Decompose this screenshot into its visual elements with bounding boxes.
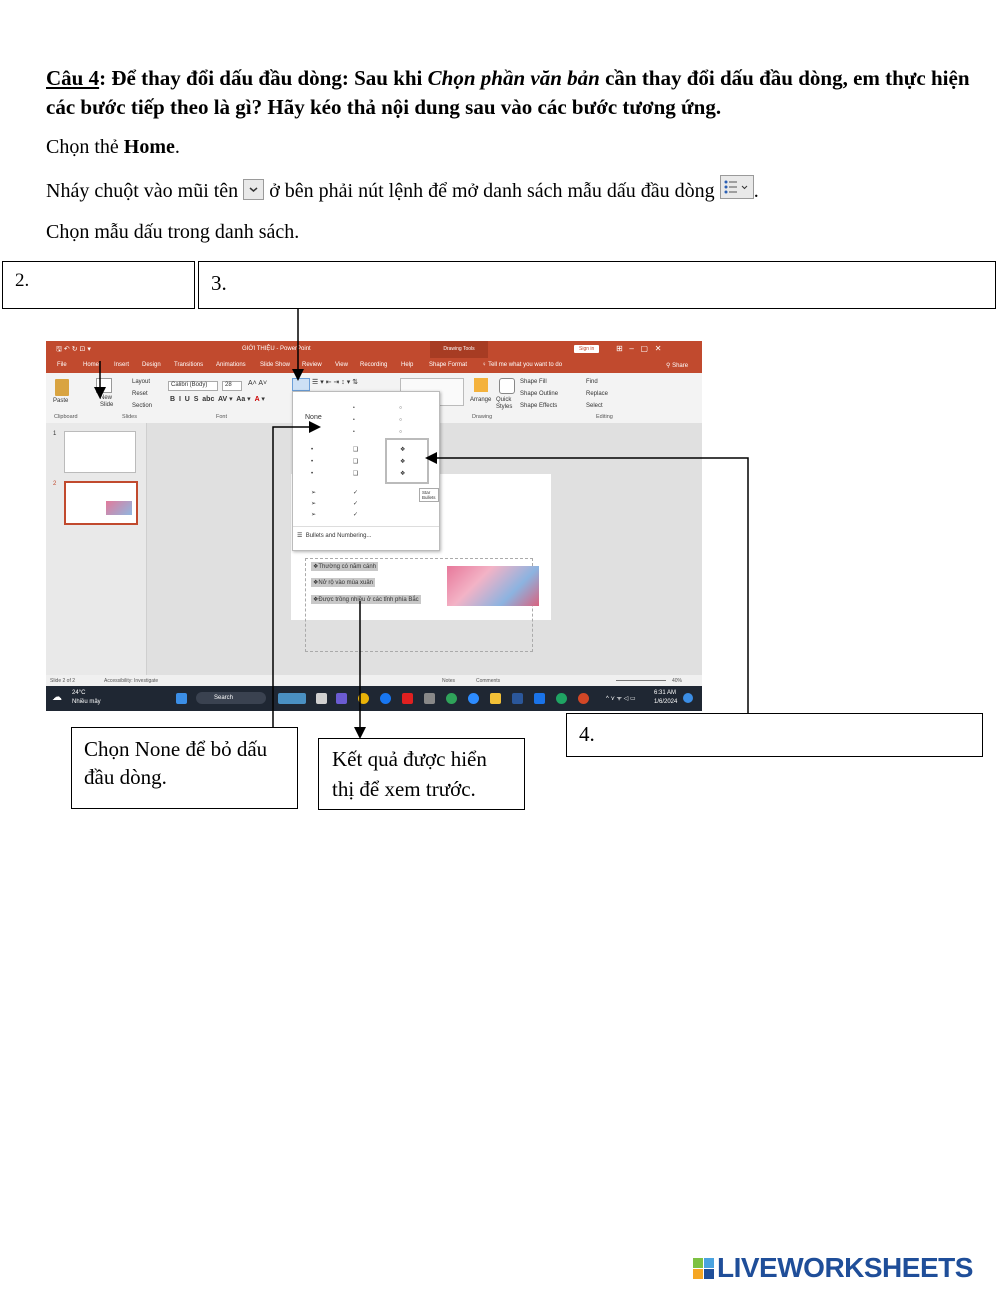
star-bullets-tooltip: Star Bullets [419, 488, 439, 502]
tab-recording[interactable]: Recording [360, 362, 388, 368]
tell-me-box[interactable]: ♀ Tell me what you want to do [482, 362, 563, 368]
group-editing: Editing [596, 414, 613, 420]
answer-box-3[interactable]: 3. [198, 261, 996, 309]
tab-animations[interactable]: Animations [216, 362, 246, 368]
drag-item-home[interactable]: Chọn thẻ Home. [46, 136, 180, 158]
status-slide-count: Slide 2 of 2 [50, 678, 76, 684]
weather-desc: Nhiều mây [72, 699, 101, 705]
question-part1: : Để thay đổi dấu đầu dòng: Sau khi [99, 66, 428, 90]
window-title: GIỚI THIỆU - PowerPoint [242, 346, 311, 352]
select-button[interactable]: Select [586, 403, 603, 409]
bullet-option-star[interactable]: ❖ ❖ ❖ [385, 438, 429, 484]
callout-none: Chọn None để bỏ dấu đầu dòng. [71, 727, 298, 809]
tab-transitions[interactable]: Transitions [174, 362, 204, 368]
tab-help[interactable]: Help [401, 362, 414, 368]
question-part2: cần thay đổi dấu đầu dòng, em thực hiện các bước tiếp theo là gì? Hãy kéo thả nội dung sau vào các bước tương ứng. [46, 66, 970, 119]
quick-access-icons: 🖫 ↶ ↻ ⊡ ▾ [56, 346, 91, 353]
slide-bullet-1: ❖Thường có năm cánh [313, 564, 377, 570]
zoom-level: 40% [672, 678, 683, 684]
tab-view[interactable]: View [335, 362, 348, 368]
bullet-option-hollow-dot[interactable]: ○ ○ ○ [399, 405, 403, 435]
font-grow-shrink-icons[interactable]: A˄ A˅ [248, 380, 268, 387]
liveworksheets-logo-icon [693, 1258, 715, 1282]
answer-box-4[interactable]: 4. [566, 713, 983, 757]
section-button[interactable]: Section [132, 403, 153, 409]
arrow-none-callout [273, 427, 318, 727]
weather-temp: 24°C [72, 690, 86, 696]
quick-styles-label: Quick Styles [496, 397, 513, 410]
tab-insert[interactable]: Insert [114, 362, 130, 368]
group-slides: Slides [122, 414, 137, 420]
find-button[interactable]: Find [586, 379, 598, 385]
shape-fill-button[interactable]: Shape Fill [520, 379, 547, 385]
taskbar-time: 6:31 AM [654, 690, 677, 696]
paragraph-icons[interactable]: ☰ ▾ ⇤ ⇥ ↕ ▾ ⇅ [312, 379, 359, 386]
liveworksheets-logo-text: LIVEWORKSHEETS [717, 1252, 973, 1283]
bullet-option-large-dot[interactable]: • • • [311, 447, 314, 477]
liveworksheets-logo [693, 1252, 989, 1286]
bullets-numbering-item[interactable]: ☰ Bullets and Numbering... [297, 533, 372, 539]
bullet-option-square[interactable]: ❑ ❑ ❑ [353, 447, 359, 477]
bold-italic-underline-icons[interactable]: B I U S abc AV ▾ Aa ▾ A ▾ [170, 396, 265, 403]
paste-label: Paste [53, 398, 69, 404]
taskbar-date: 1/6/2024 [654, 699, 678, 705]
font-size-box[interactable]: 28 [222, 381, 242, 391]
group-drawing: Drawing [472, 414, 493, 420]
reset-button[interactable]: Reset [132, 391, 148, 397]
question-italic: Chọn phần văn bản [427, 66, 600, 90]
bullet-option-arrow[interactable]: ➢ ➢ ➢ [311, 490, 317, 518]
question-label: Câu 4 [46, 66, 100, 90]
shape-outline-button[interactable]: Shape Outline [520, 391, 559, 397]
tab-file[interactable]: File [57, 362, 67, 368]
replace-button[interactable]: Replace [586, 391, 609, 397]
system-tray-icons[interactable]: ^ ⋎ ᯤ ◁ ▭ [606, 696, 636, 702]
slide-bullet-3: ❖Được trồng nhiều ở các tỉnh phía Bắc [313, 597, 419, 603]
arrow-box4-to-star [428, 458, 748, 713]
tab-shape-format[interactable]: Shape Format [429, 362, 468, 368]
drawing-tools-label: Drawing Tools [430, 341, 488, 358]
status-notes[interactable]: Notes [442, 678, 456, 684]
taskbar-search[interactable]: Search [196, 692, 266, 704]
font-name-box[interactable]: Calibri (Body) [168, 381, 218, 391]
drag-item-choose[interactable]: Chọn mẫu dấu trong danh sách. [46, 221, 300, 243]
answer-box-2[interactable]: 2. [2, 261, 195, 309]
status-comments[interactable]: Comments [476, 678, 501, 684]
weather-icon: ☁ [52, 692, 62, 703]
bullet-option-check[interactable]: ✓ ✓ ✓ [353, 490, 359, 518]
bullet-option-none[interactable]: None [305, 414, 322, 421]
slide-number-1: 1 [53, 431, 57, 437]
arrange-label: Arrange [470, 397, 492, 403]
bullet-option-filled-dot[interactable]: • • • [353, 405, 355, 435]
group-font: Font [216, 414, 228, 420]
tab-design[interactable]: Design [142, 362, 161, 368]
window-controls[interactable]: ⊞ – ▢ ✕ [616, 344, 662, 353]
layout-button[interactable]: Layout [132, 379, 151, 385]
tab-home[interactable]: Home [83, 362, 100, 368]
slide-number-2: 2 [53, 481, 57, 487]
drag-item-arrow[interactable]: Nháy chuột vào mũi tên ở bên phải nút lệnh để mở danh sách mẫu dấu đầu dòng . [46, 180, 759, 204]
tab-slideshow[interactable]: Slide Show [260, 362, 291, 368]
sign-in-button[interactable]: Sign in [574, 345, 599, 353]
status-accessibility[interactable]: Accessibility: Investigate [104, 678, 159, 684]
tab-review[interactable]: Review [302, 362, 322, 368]
new-slide-label: New Slide [100, 395, 114, 408]
shape-effects-button[interactable]: Shape Effects [520, 403, 558, 409]
share-button[interactable]: ⚲ Share [666, 363, 689, 369]
group-clipboard: Clipboard [54, 414, 78, 420]
slide-bullet-2: ❖Nở rộ vào mùa xuân [313, 580, 374, 586]
callout-preview: Kết quả được hiển thị để xem trước. [318, 738, 525, 810]
